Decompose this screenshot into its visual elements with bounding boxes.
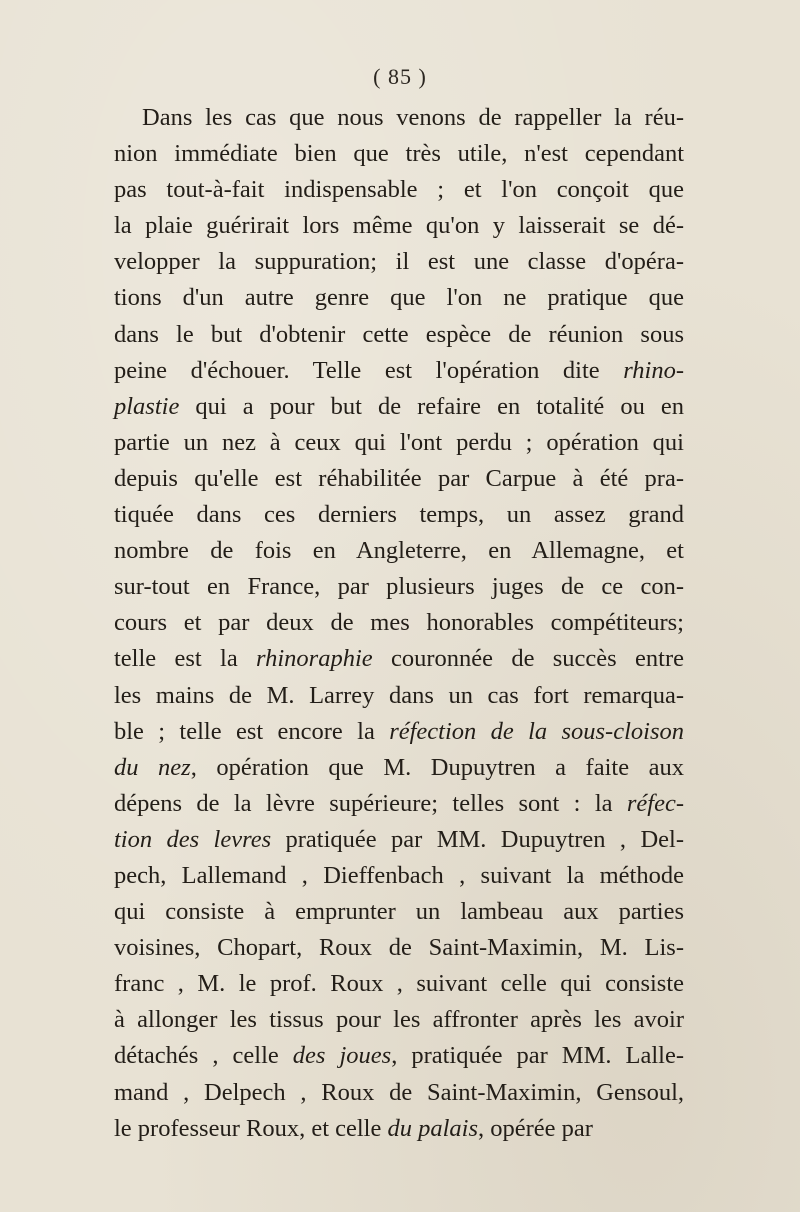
text-line: tiquée dans ces derniers temps, un assez grand (114, 501, 684, 529)
text-line (114, 641, 684, 677)
text-line (114, 1111, 684, 1147)
text-line: qui consiste à emprunter un lambeau aux parties (114, 898, 684, 926)
italic-term: rhinoraphie (256, 645, 373, 673)
italic-term: plastie (114, 392, 180, 420)
italic-term: du palais (387, 1114, 479, 1142)
text-run: qui a pour but de refaire en totalité ou en (179, 392, 684, 420)
text-line: nion immédiate bien que très utile, n'est cependant (114, 140, 684, 168)
text-line (114, 1038, 684, 1074)
text-run: , pratiquée par MM. Lalle- (391, 1042, 685, 1070)
text-run: telle est la (114, 645, 257, 673)
text-run: pratiquée par MM. Dupuytren , Del- (271, 825, 684, 853)
body-text (114, 100, 684, 1147)
text-line: velopper la suppuration; il est une classe d'opéra- (114, 248, 684, 276)
text-line (114, 353, 684, 389)
text-line (114, 822, 684, 858)
text-run: le professeur Roux, et celle (114, 1114, 388, 1142)
text-run: peine d'échouer. Telle est l'opération dite (114, 356, 624, 384)
italic-term: du nez (114, 753, 191, 781)
text-run: détachés , celle (114, 1042, 293, 1070)
text-line: sur-tout en France, par plusieurs juges de ce con- (114, 573, 684, 601)
text-line: franc , M. le prof. Roux , suivant celle qui consiste (114, 970, 684, 998)
page-number: ( 85 ) (373, 64, 427, 89)
text-line: cours et par deux de mes honorables compétiteurs; (114, 609, 684, 637)
text-line (114, 389, 684, 425)
text-line: depuis qu'elle est réhabilitée par Carpue à été pra- (114, 464, 684, 492)
italic-term: rhino- (623, 356, 684, 384)
italic-term: réfec- (626, 789, 684, 817)
text-line: la plaie guérirait lors même qu'on y laisserait se dé- (114, 212, 684, 240)
italic-term: tion des levres (114, 825, 272, 853)
text-line: partie un nez à ceux qui l'ont perdu ; opération qui (114, 428, 684, 456)
text-line: dans le but d'obtenir cette espèce de réunion sous (114, 320, 684, 348)
italic-term: des joues (292, 1042, 392, 1070)
text-run: ble ; telle est encore la (114, 717, 390, 745)
text-run: , opérée par (478, 1114, 593, 1142)
text-line: les mains de M. Larrey dans un cas fort remarqua- (114, 681, 684, 709)
text-line (114, 750, 684, 786)
text-line: voisines, Chopart, Roux de Saint-Maximin, M. Lis- (114, 934, 684, 962)
text-line: à allonger les tissus pour les affronter après les avoir (114, 1006, 684, 1034)
text-line: Dans les cas que nous venons de rappeller la réu- (142, 104, 684, 131)
text-run: , opération que M. Dupuytren a faite aux (190, 753, 684, 781)
text-line (114, 786, 684, 822)
text-run: dépens de la lèvre supérieure; telles sont : la (114, 789, 627, 817)
text-line (114, 714, 684, 750)
text-line: pas tout-à-fait indispensable ; et l'on conçoit que (114, 176, 684, 204)
text-line: mand , Delpech , Roux de Saint-Maximin, Gensoul, (114, 1078, 684, 1106)
text-run: couronnée de succès entre (372, 645, 684, 673)
text-line: nombre de fois en Angleterre, en Allemagne, et (114, 537, 684, 565)
text-line: tions d'un autre genre que l'on ne pratique que (114, 284, 684, 312)
italic-term: réfection de la sous-cloison (389, 717, 684, 745)
text-line: pech, Lallemand , Dieffenbach , suivant la méthode (114, 861, 684, 889)
